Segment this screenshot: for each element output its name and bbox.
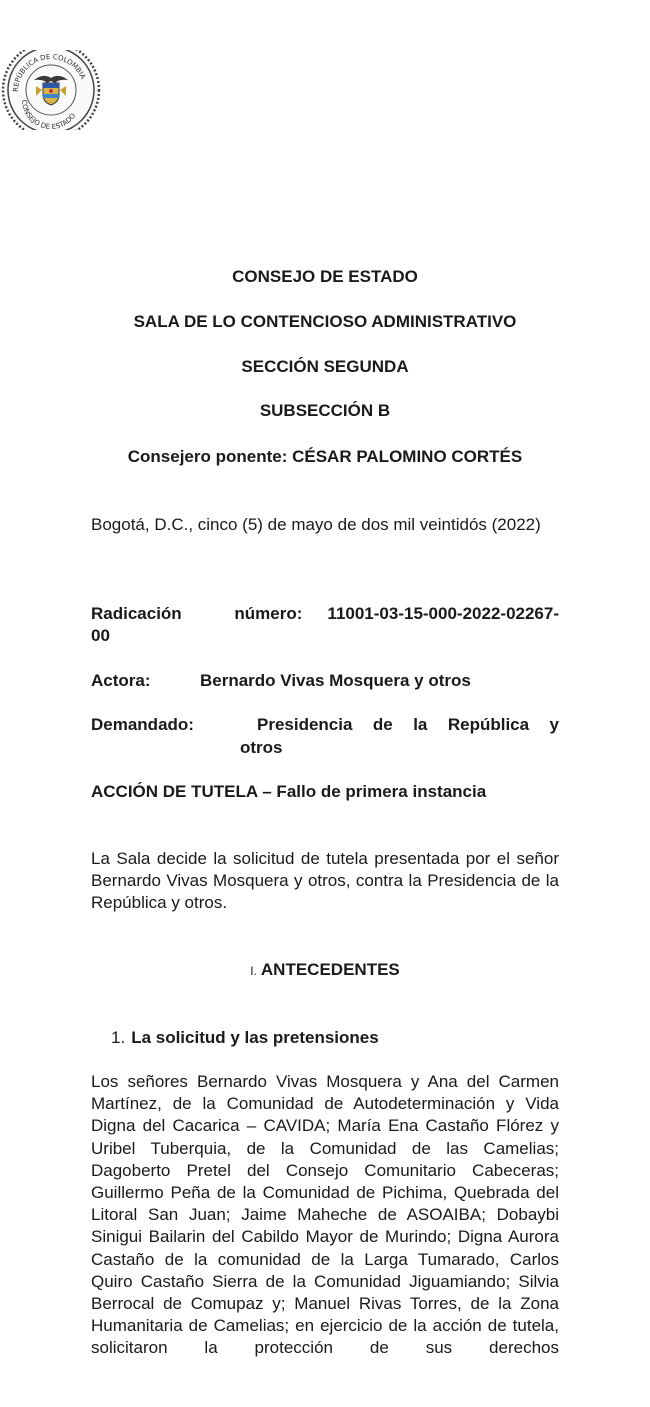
action-title: ACCIÓN DE TUTELA – Fallo de primera instancia [91,782,487,801]
radicacion-field [91,603,559,647]
seal-outer-text: REPÚBLICA DE COLOMBIA [11,52,88,93]
subsection-title: La solicitud y las pretensiones [131,1028,379,1047]
subsection-solicitud [111,1027,379,1049]
radicacion-value-start: 11001-03-15-000-2022-02267- [327,604,559,623]
date-line: Bogotá, D.C., cinco (5) de mayo de dos mil veintidós (2022) [91,515,541,534]
chamber-heading: SALA DE LO CONTENCIOSO ADMINISTRATIVO [133,312,517,331]
consejo-de-estado-seal [0,50,102,130]
radicacion-value-end: 00 [91,626,110,645]
section-heading: SECCIÓN SEGUNDA [241,357,409,376]
subsection-heading: SUBSECCIÓN B [259,401,391,420]
rapporteur-heading: Consejero ponente: CÉSAR PALOMINO CORTÉS [127,447,523,466]
demandado-label: Demandado: [91,715,194,734]
seal-emblem-icon [0,50,102,130]
demandado-value-line2: otros [240,738,283,757]
section-numeral: I. [250,964,257,978]
seal-inner-text: CONSEJO DE ESTADO [19,99,78,130]
demandado-value-line1: Presidencia de la República y [257,715,559,734]
section-antecedentes [0,960,650,981]
body-paragraph: Los señores Bernardo Vivas Mosquera y Ana del Carmen Martínez, de la Comunidad de Autodeterminación y Vida Digna del Cacarica – CAVIDA; María Ena Castaño Flórez y Uribel Tuberquia, de la Comunidad de las Camelias; Dagoberto Pretel del Consejo Comunitario Cabeceras; Guillermo Peña de la Comunidad de Pichima, Quebrada del Litoral San Juan; Jaime Maheche de ASOAIBA; Dobaybi Sinigui Bailarin del Cabildo Mayor de Murindo; Digna Aurora Castaño de la comunidad de la Larga Tumarado, Carlos Quiro Castaño Sierra de la Comunidad Jiguamiando; Silvia Berrocal de Comupaz y; Manuel Rivas Torres, de la Zona Humanitaria de Camelias; en ejercicio de la acción de tutela, solicitaron la protección de sus derechos [91,1072,559,1358]
subsection-number: 1. [111,1028,126,1047]
intro-paragraph: La Sala decide la solicitud de tutela presentada por el señor Bernardo Vivas Mosquera y otros, contra la Presidencia de la República y otros. [91,849,559,913]
actora-value: Bernardo Vivas Mosquera y otros [200,671,471,690]
court-heading: CONSEJO DE ESTADO [232,267,418,286]
section-title: ANTECEDENTES [260,960,400,979]
actora-label: Actora: [91,671,151,690]
radicacion-label: Radicación número: [91,604,303,623]
radicacion-line [91,603,559,625]
